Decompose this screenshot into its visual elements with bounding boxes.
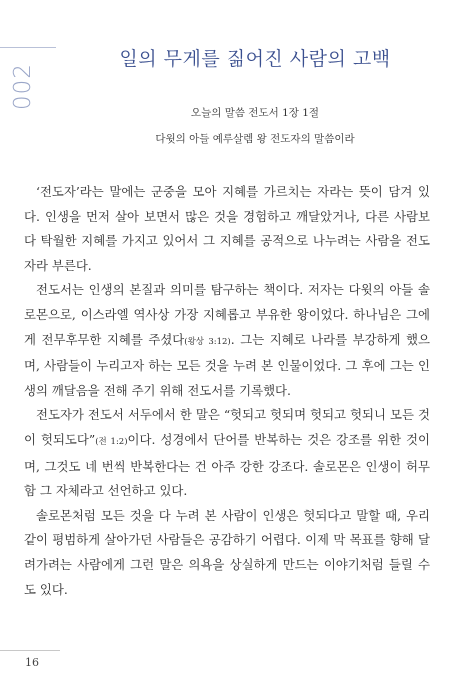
page-number: 16 — [25, 656, 39, 669]
paragraph-2-reference: (왕상 3:12) — [184, 336, 231, 347]
scripture-verse: 다윗의 아들 예루살렘 왕 전도자의 말씀이라 — [155, 133, 355, 145]
scripture-reference: 오늘의 말씀 전도서 1장 1절 — [190, 107, 320, 119]
chapter-number: 002 — [10, 63, 36, 110]
paragraph-3-reference: (전 1:2) — [95, 436, 128, 447]
body-text — [24, 180, 430, 602]
paragraph-3-text-b: 이다. 성경에서 단어를 반복하는 것은 강조를 위한 것이며, 그것도 네 번씩 반복한다는 건 아주 강한 강조다. 솔로몬은 인생이 허무함 그 자체라고 선언하고 있다. — [24, 431, 431, 499]
paragraph-2 — [24, 278, 430, 403]
page-title: 일의 무게를 짊어진 사람의 고백 — [119, 48, 391, 70]
chapter-rule — [0, 47, 56, 48]
paragraph-3-text-a: 전도자가 전도서 서두에서 한 말은 “헛되고 헛되며 헛되고 헛되니 모든 것이 헛되도다” — [24, 407, 430, 447]
paragraph-3 — [24, 403, 430, 503]
paragraph-4: 솔로몬처럼 모든 것을 다 누려 본 사람이 인생은 헛되다고 말할 때, 우리같이 평범하게 살아가던 사람들은 공감하기 어렵다. 이제 막 목표를 향해 달려가려는 사람에게 그런 말은 의욕을 상실하게 만드는 이야기처럼 들릴 수도 있다. — [24, 507, 430, 597]
paragraph-2-text-a: 전도서는 인생의 본질과 의미를 탐구하는 책이다. 저자는 다윗의 아들 솔로몬으로, 이스라엘 역사상 가장 지혜롭고 부유한 왕이었다. 하나님은 그에게 전무후무한 지혜를 주셨다 — [24, 282, 430, 347]
scripture-source — [60, 100, 450, 152]
paragraph-1: ‘전도자’라는 말에는 군중을 모아 지혜를 가르치는 자라는 뜻이 담겨 있다. 인생을 먼저 살아 보면서 많은 것을 경험하고 깨달았거나, 다른 사람보다 탁월한 지혜를 가지고 있어서 그 지혜를 공적으로 나누려는 사람을 전도자라 부른다. — [24, 184, 430, 273]
paragraph-2-text-b: . 그는 지혜로 나라를 부강하게 했으며, 사람들이 누리고자 하는 모든 것을 누려 본 인물이었다. 그 후에 그는 인생의 깨달음을 전해 주기 위해 전도서를 기록했다. — [24, 331, 430, 398]
footer-rule — [0, 650, 60, 651]
